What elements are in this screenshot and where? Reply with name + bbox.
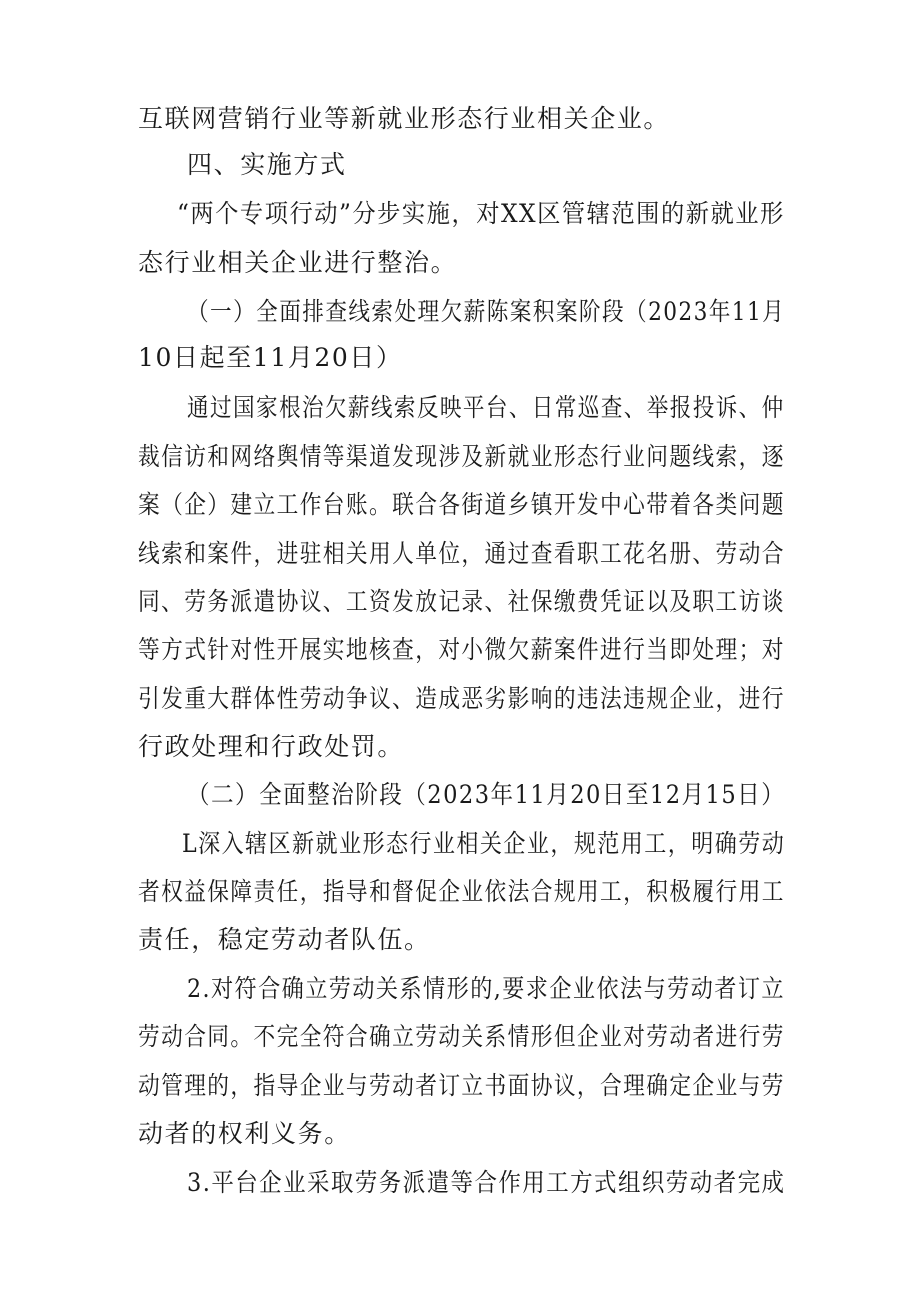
subsection-heading-continued: 10日起至11月20日） (138, 343, 403, 372)
paragraph-line: 引发重大群体性劳动争议、造成恶劣影响的违法违规企业，进行 (138, 684, 785, 713)
paragraph-line: 通过国家根治欠薪线索反映平台、日常巡查、举报投诉、仲 (187, 393, 785, 422)
section-heading: 四、实施方式 (187, 150, 347, 179)
subsection-heading: （一）全面排查线索处理欠薪陈案积案阶段（2023年11月 (187, 297, 786, 326)
subsection-heading: （二）全面整治阶段（2023年11月20日至12月15日） (187, 780, 786, 809)
list-item-line: 3.平台企业采取劳务派遣等合作用工方式组织劳动者完成 (187, 1168, 786, 1197)
paragraph-line: 案（企）建立工作台账。联合各街道乡镇开发中心带着各类问题 (138, 490, 785, 519)
paragraph-line: 互联网营销行业等新就业形态行业相关企业。 (138, 104, 671, 133)
list-item-line: 者权益保障责任，指导和督促企业依法合规用工，积极履行用工 (138, 877, 785, 906)
list-item-line: L深入辖区新就业形态行业相关企业，规范用工，明确劳动 (182, 829, 786, 858)
list-item-line: 2.对符合确立劳动关系情形的,要求企业依法与劳动者订立 (187, 974, 786, 1003)
paragraph-line: “两个专项行动”分步实施，对XX区管辖范围的新就业形 (177, 199, 785, 228)
list-item-line: 劳动合同。不完全符合确立劳动关系情形但企业对劳动者进行劳 (138, 1022, 785, 1051)
paragraph-line: 行政处理和行政处罚。 (138, 732, 405, 761)
paragraph-line: 裁信访和网络舆情等渠道发现涉及新就业形态行业问题线索，逐 (138, 442, 785, 471)
list-item-line: 动者的权利义务。 (138, 1119, 351, 1148)
paragraph-line: 等方式针对性开展实地核查，对小微欠薪案件进行当即处理；对 (138, 635, 785, 664)
list-item-line: 动管理的，指导企业与劳动者订立书面协议，合理确定企业与劳 (138, 1071, 785, 1100)
paragraph-line: 同、劳务派遣协议、工资发放记录、社保缴费凭证以及职工访谈 (138, 587, 785, 616)
paragraph-line: 线索和案件，进驻相关用人单位，通过查看职工花名册、劳动合 (138, 539, 785, 568)
paragraph-line: 态行业相关企业进行整治。 (138, 248, 458, 277)
list-item-line: 责任，稳定劳动者队伍。 (138, 925, 431, 954)
